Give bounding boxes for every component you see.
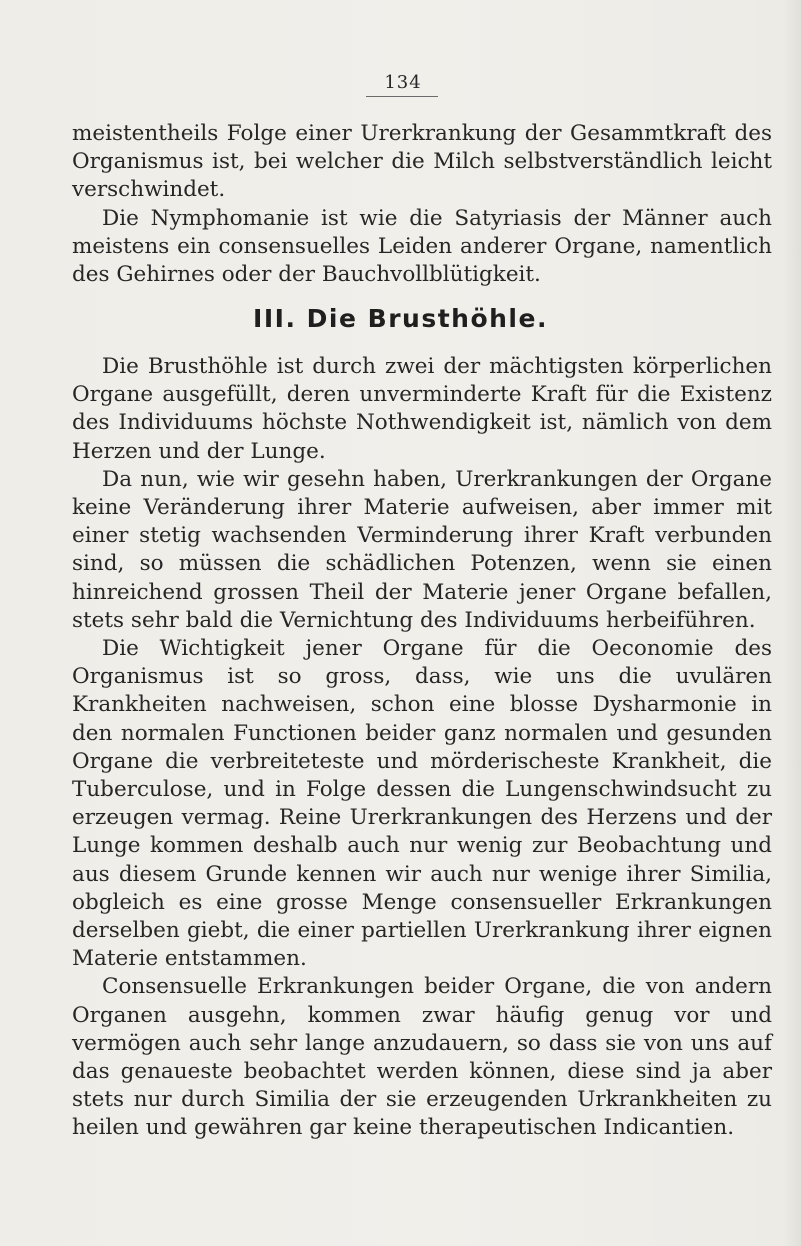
- section-heading: III. Die Brusthöhle.: [253, 304, 548, 333]
- paragraph-nymphomanie: Die Nymphomanie ist wie die Satyriasis der Männer auch meistens ein consensuelles Leiden anderer Organe, namentlich des Gehirnes oder der Bauchvollblütigkeit.: [72, 205, 772, 288]
- page-edge-shadow: [783, 0, 801, 1246]
- page-number-rule: [366, 96, 438, 97]
- section-body: [72, 353, 772, 1143]
- paragraph-consensuelle: Consensuelle Erkrankungen beider Organe, die von andern Organen ausgehn, kommen zwar häufig genug vor und vermögen auch sehr lange anzudauern, so dass sie von uns auf das genaueste beobachtet werden können, diese sind ja aber stets nur durch Similia der sie erzeugenden Urkrankheiten zu heilen und gewähren gar keine therapeutischen Indicantien.: [72, 974, 772, 1141]
- paragraph-wichtigkeit: Die Wichtigkeit jener Organe für die Oeconomie des Organismus ist so gross, dass, wie uns die uvulären Krankheiten nachweisen, schon eine blosse Dysharmonie in den normalen Functionen beider ganz normalen und gesunden Organe die verbreiteteste und mörderischeste Krankheit, die Tuberculose, und in Folge dessen die Lungenschwindsucht zu erzeugen vermag. Reine Urerkrankungen des Herzens und der Lunge kommen deshalb auch nur wenig zur Beobachtung und aus diesem Grunde kennen wir auch nur wenige ihrer Similia, obgleich es eine grosse Menge consensueller Erkrankungen derselben giebt, die einer partiellen Urerkrankung ihrer eignen Materie entstammen.: [72, 636, 772, 972]
- paragraph-brusthoehle: Die Brusthöhle ist durch zwei der mächtigsten körperlichen Organe ausgefüllt, deren unverminderte Kraft für die Existenz des Individuums höchste Nothwendigkeit ist, nämlich von dem Herzen und der Lunge.: [72, 354, 772, 464]
- top-text-block: [72, 120, 772, 289]
- paragraph-continuation: meistentheils Folge einer Urerkrankung der Gesammtkraft des Organismus ist, bei welcher die Milch selbstverständlich leicht verschwindet.: [72, 121, 772, 203]
- paragraph-urerkrankungen: Da nun, wie wir gesehn haben, Urerkrankungen der Organe keine Veränderung ihrer Materie aufweisen, aber immer mit einer stetig wachsenden Verminderung ihrer Kraft verbunden sind, so müssen die schädlichen Potenzen, wenn sie einen hinreichend grossen Theil der Materie jener Organe befallen, stets sehr bald die Vernichtung des Individuums herbeiführen.: [72, 466, 772, 633]
- page-number: 134: [384, 72, 422, 93]
